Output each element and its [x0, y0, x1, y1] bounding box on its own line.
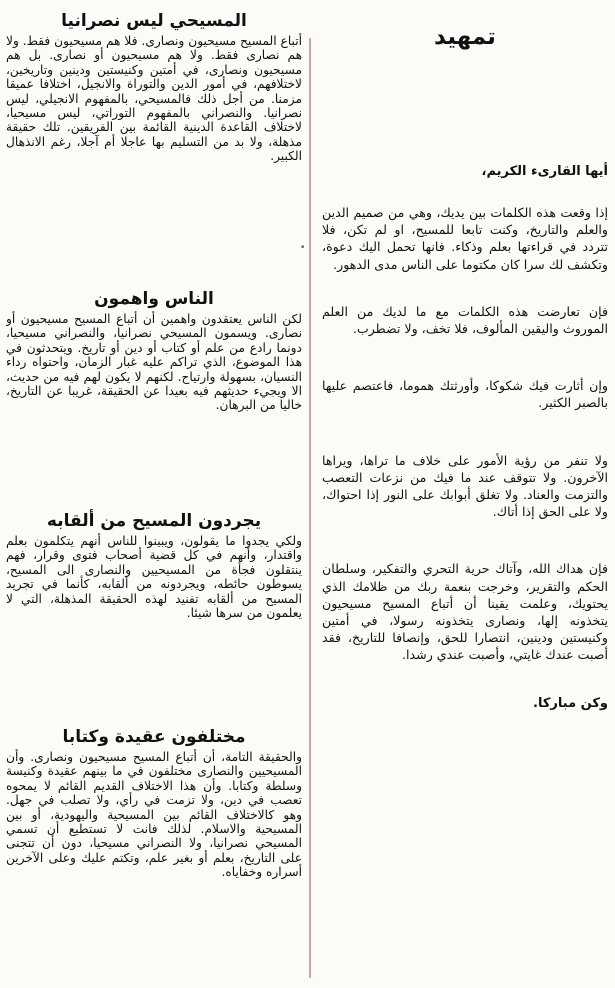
closing-line: وكن مباركا. [533, 695, 608, 711]
section-heading: المسيحي ليس نصرانيا [61, 11, 247, 31]
section-body: أتباع المسيح مسيحيون ونصارى. فلا هم مسيحيون فقط. ولا هم نصارى فقط. ولا هم مسيحيون أو نصارى. بل هم مسيحيون ونصارى، في أمتين وكنيستين ودينين وتاريخين، لاختلافهم، في أمور الدين والتوراة والانجيل، اختلافا عميقا مزمنا. من أجل ذلك فالمسيحي، بالمفهوم الانجيلي، ليس نصرانيا. والنصراني بالمفهوم التوراتي، ليس مسيحيا، لاختلاف القاعدة الدينية القائمة بين الفريقين. تلك حقيقة مذهلة، ولا بد من التسليم بها عاجلا أم آجلا، رغم الانذهال الكبير. [6, 34, 302, 164]
page-title: تمهيد [434, 24, 496, 50]
paragraph: فإن هداك الله، وآتاك حرية التحري والتفكير، وسلطان الحكم والتقرير، وخرجت بنعمة ربك من ظلامك الذي يحتويك، وعلمت يقينا أن أتباع المسيح مسيحيون يتخذونه إلها، ونصارى يتخذونه رسولا، في أمتين وكنيستين ودينين، انتصارا للحق، وإنصافا للتاريخ، فقد أصبت عندك غايتي، وأصبت عندي رشدا. [322, 561, 608, 663]
section-heading: مختلفون عقيدة وكتابا [62, 727, 246, 747]
paragraph: وإن أثارت فيك شكوكا، وأورثتك هموما، فاعتصم عليها بالصبر الكثير. [322, 378, 608, 411]
greeting: أيها القارىء الكريم، [481, 164, 608, 179]
section-heading: الناس واهمون [94, 289, 214, 309]
section-body: ولكي يجدوا ما يقولون، ويبينوا للناس أنهم يتكلمون بعلم واقتدار، وأنهم في كل قضية أصحاب فتوى وقرار، فهم ينتقلون فجأة من المسيحيين والنصارى الى المسيح، يسوطون حائطه، ويجردونه من ألقابه، كأنما في تجريد المسيح من ألقابه تفنيد لهذه الحقيقة المذهلة، التي لا يعلمون من سرها شيئا. [6, 534, 302, 621]
right-column [322, 8, 608, 983]
margin-dot: • [300, 243, 306, 253]
column-divider [309, 38, 311, 978]
section-christian-not-nasrani [6, 8, 302, 276]
left-column [6, 8, 302, 983]
section-strip-titles [6, 508, 302, 698]
paragraph: ولا تنفر من رؤية الأمور على خلاف ما تراها، ويراها الآخرون. ولا تتوقف عند ما فيك من نزعات التعصب والتزمت والعناد. ولا تغلق أبوابك على النور إذا احتواك، ولا على الحق إذا أتاك. [322, 452, 608, 520]
section-body: لكن الناس يعتقدون واهمين أن أتباع المسيح مسيحيون أو نصارى. ويسمون المسيحي نصرانيا، والنصراني مسيحيا، دونما رادع من علم أو كتاب أو دين أو تاريخ. ويتحدثون في هذا الموضوع، الذي تراكم عليه غبار الزمان، واحتواه رداء النسيان، بسهولة وارتياح. لكنهم لا يكون لهم فيه من حديث، الا ويجيء حديثهم فيه بعيدا عن الحقيقة، غريبا عن التاريخ، خاليا من البرهان. [6, 312, 302, 413]
paragraph: فإن تعارضت هذه الكلمات مع ما لديك من العلم الموروث واليقين المألوف، فلا تخف، ولا تضطرب. [322, 303, 608, 337]
section-people-mistaken [6, 286, 302, 506]
section-differ-creed-book [6, 724, 302, 880]
section-heading: يجردون المسيح من ألقابه [46, 511, 262, 531]
section-body: والحقيقة التامة، أن أتباع المسيح مسيحيون ونصارى. وأن المسيحيين والنصارى مختلفون في ما بينهم عقيدة وكنيسة وسلطة وكتابا. وأن هذا الاختلاف القديم القائم لا يمحوه تعصب في دين، ولا تزمت في رأي، ولا تصلب في جهل. وهو كالاختلاف القائم بين المسيحية واليهودية، أو بين المسيحية والاسلام. لذلك فانت لا تستطيع أن تسمي المسيحي نصرانيا، ولا النصراني مسيحيا، دون أن تتجنى على التاريخ، بعلم أو بغير علم، وتكتم عليك وعلى الآخرين أسراره وخفاياه. [6, 750, 302, 880]
paragraph: إذا وقعت هذه الكلمات بين يديك، وهي من صميم الدين والعلم والتاريخ، وكنت تابعا للمسيح، او لم تكن، فلا تتردد في قراءتها بعلم وذكاء. فانها تحمل اليك دعوة، وتكشف لك سرا كان مكتوما على الناس مدى الدهور. [322, 205, 608, 272]
